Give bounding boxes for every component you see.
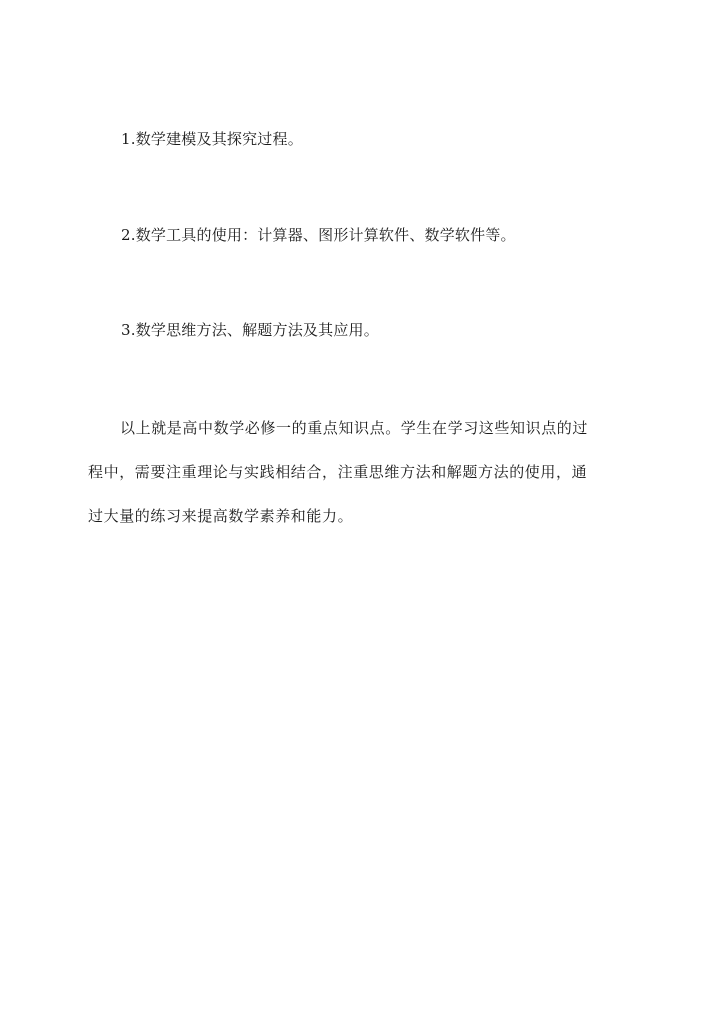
list-item-modeling: 1.数学建模及其探究过程。 (121, 130, 303, 148)
conclusion-line: 以上就是高中数学必修一的重点知识点。学生在学习这些知识点的过 (120, 419, 589, 437)
conclusion-line: 程中，需要注重理论与实践相结合，注重思维方法和解题方法的使用，通 (88, 463, 588, 481)
list-item-thinking-methods: 3.数学思维方法、解题方法及其应用。 (121, 321, 379, 339)
conclusion-line: 过大量的练习来提高数学素养和能力。 (88, 507, 354, 525)
conclusion-paragraph (88, 406, 632, 538)
list-item-tools: 2.数学工具的使用：计算器、图形计算软件、数学软件等。 (121, 226, 516, 244)
